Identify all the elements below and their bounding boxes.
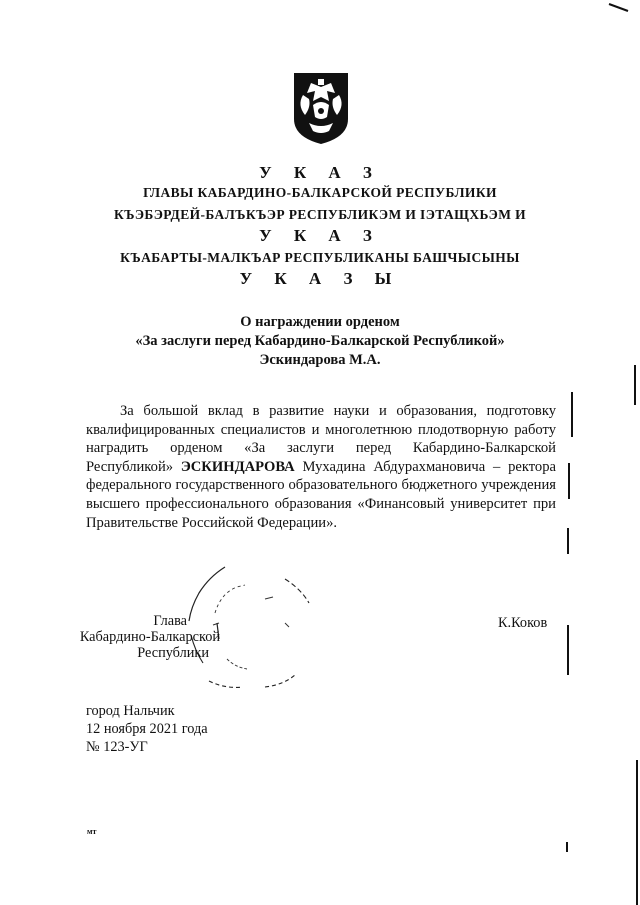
decree-body [86, 402, 556, 532]
city: город Нальчик [86, 703, 175, 719]
decree-date: 12 ноября 2021 года [86, 721, 208, 737]
position-line-2: Кабардино-Балкарской [79, 629, 220, 645]
title-line-1: О награждении орденом [240, 314, 400, 330]
ukaz-heading-bal: У К А З Ы [239, 269, 401, 288]
head-title-bal: КЪАБАРТЫ-МАЛКЪАР РЕСПУБЛИКАНЫ БАШЧЫСЫНЫ [120, 250, 520, 265]
scan-line [566, 842, 568, 852]
ukaz-heading-kab: У К А З [259, 226, 381, 245]
head-title-ru: ГЛАВЫ КАБАРДИНО-БАЛКАРСКОЙ РЕСПУБЛИКИ [143, 185, 497, 200]
awardee-surname: ЭСКИНДАРОВА [180, 458, 295, 475]
place-date-number [86, 702, 208, 756]
body-paragraph [86, 402, 556, 532]
scan-edge [634, 365, 636, 405]
body-text-start: За большой вклад в развитие науки и образования, подготовку квалифицированных специалистов и многолетнюю плодотворную работу наградить орденом «За заслуги перед Кабардино-Балкарской Республикой» [86, 403, 556, 475]
scan-edge [636, 760, 638, 905]
signer-name: К.Коков [498, 615, 548, 631]
title-line-3: Эскиндарова М.А. [259, 352, 381, 368]
signature-position [20, 613, 220, 661]
scan-line [567, 528, 569, 554]
title-line-2: «За заслуги перед Кабардино-Балкарской Республикой» [135, 333, 505, 349]
scan-line [571, 392, 573, 437]
footer-mark: мт [87, 827, 97, 836]
scan-line [567, 625, 569, 675]
head-title-kab: КЪЭБЭРДЕЙ-БАЛЪКЪЭР РЕСПУБЛИКЭМ И ІЭТАЩХЬЭМ И [113, 207, 527, 222]
coat-of-arms-icon [291, 71, 351, 145]
scan-corner-mark [608, 2, 632, 14]
position-line-1: Глава [153, 613, 187, 629]
body-text-end: Мухадина Абдурахмановича – ректора федерального государственного образовательного бюджетного учреждения высшего профессионального образования «Финансовый университет при Правительстве Российской Федерации». [86, 458, 557, 531]
decree-number: № 123-УГ [86, 739, 148, 755]
ukaz-heading-ru: У К А З [259, 163, 381, 182]
position-line-3: Республики [137, 645, 209, 661]
scan-line [568, 463, 570, 499]
decree-title [0, 313, 640, 370]
